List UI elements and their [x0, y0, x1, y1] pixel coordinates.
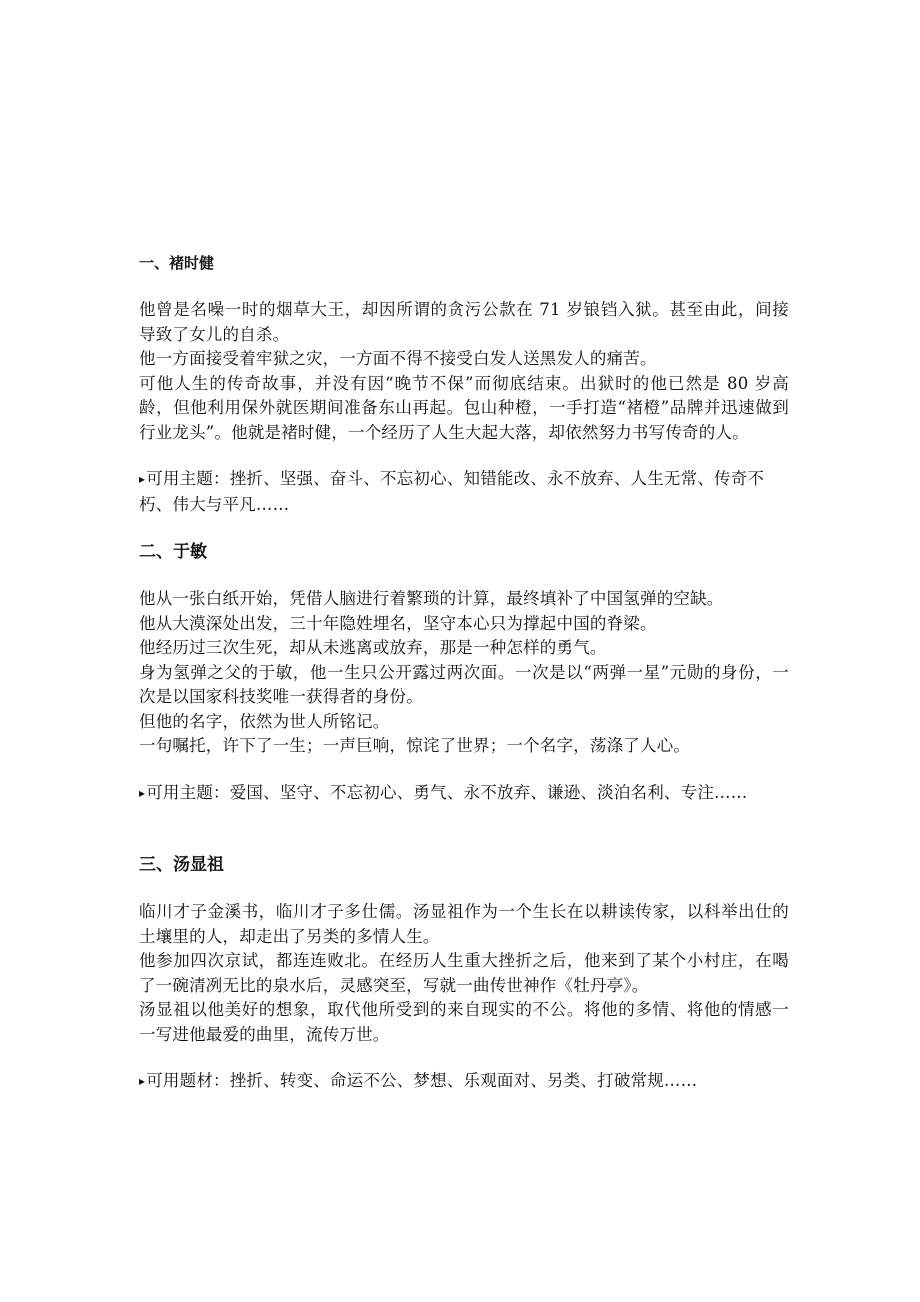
- section-tang-xianzu: [139, 852, 789, 1095]
- section-chu-shijian: [139, 250, 789, 517]
- themes-text: 可用主题：挫折、坚强、奋斗、不忘初心、知错能改、永不放弃、人生无常、传奇不朽、伟大与平凡……: [139, 469, 765, 514]
- paragraph: 但他的名字，依然为世人所铭记。: [139, 711, 390, 731]
- section-heading: 一、褚时健: [139, 254, 215, 272]
- paragraph: 他一方面接受着牢狱之灾，一方面不得不接受白发人送黑发人的痛苦。: [139, 349, 657, 368]
- paragraph: 一句嘱托，许下了一生；一声巨响，惊诧了世界；一个名字，荡涤了人心。: [139, 736, 691, 755]
- paragraph: 身为氢弹之父的于敏，他一生只公开露过两次面。一次是以“两弹一星”元勋的身份，一次是以国家科技奖唯一获得者的身份。: [139, 662, 789, 706]
- themes-text: 可用题材：挫折、转变、命运不公、梦想、乐观面对、另类、打破常规……: [146, 1071, 698, 1090]
- themes-text: 可用主题：爱国、坚守、不忘初心、勇气、永不放弃、谦逊、淡泊名利、专注……: [146, 782, 748, 802]
- paragraph: 他参加四次京试，都连连败北。在经历人生重大挫折之后，他来到了某个小村庄，在喝了一碗清冽无比的泉水后，灵感突至，写就一曲传世神作《牡丹亭》。: [139, 951, 789, 995]
- paragraph: 可他人生的传奇故事，并没有因“晚节不保”而彻底结束。出狱时的他已然是 80 岁高龄，但他利用保外就医期间准备东山再起。包山种橙，一手打造“褚橙”品牌并迅速做到行业龙头”。他就是褚时健，一个经历了人生大起大落，却依然努力书写传奇的人。: [139, 373, 789, 442]
- paragraph: 汤显祖以他美好的想象，取代他所受到的来自现实的不公。将他的多情、将他的情感一一写进他最爱的曲里，流传万世。: [139, 1000, 789, 1044]
- paragraph: 他从大漠深处出发，三十年隐姓埋名，坚守本心只为撑起中国的脊梁。: [139, 613, 657, 633]
- themes-line: [139, 1069, 789, 1095]
- section-heading: 三、汤显祖: [139, 855, 224, 875]
- themes-line: [139, 781, 789, 807]
- bullet-icon: ▸: [139, 1074, 146, 1088]
- bullet-icon: ▸: [139, 472, 146, 486]
- section-yu-min: [139, 539, 789, 806]
- bullet-icon: ▸: [139, 785, 146, 800]
- paragraph: 他经历过三次生死，却从未逃离或放弃，那是一种怎样的勇气。: [139, 638, 607, 657]
- section-heading: 二、于敏: [139, 542, 207, 562]
- paragraph: 他曾是名噪一时的烟草大王，却因所谓的贪污公款在 71 岁锒铛入狱。甚至由此，间接导致了女儿的自杀。: [139, 300, 789, 344]
- document-body: [139, 250, 789, 1095]
- paragraph: 他从一张白纸开始，凭借人脑进行着繁琐的计算，最终填补了中国氢弹的空缺。: [139, 589, 724, 608]
- paragraph: 临川才子金溪书，临川才子多仕儒。汤显祖作为一个生长在以耕读传家，以科举出仕的土壤里的人，却走出了另类的多情人生。: [139, 902, 789, 946]
- themes-line: [139, 467, 789, 517]
